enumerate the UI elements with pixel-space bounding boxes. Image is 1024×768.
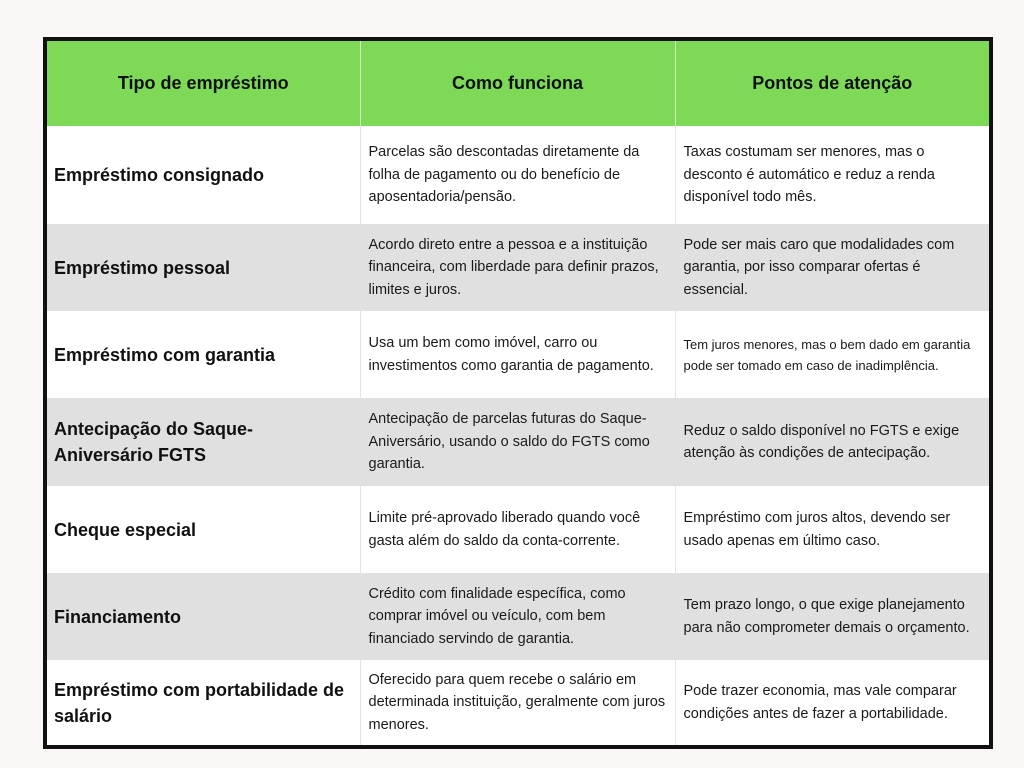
table-row xyxy=(47,224,989,311)
header-attention-points: Pontos de atenção xyxy=(675,41,989,126)
loan-type-cell: Financiamento xyxy=(47,573,360,660)
attention-cell: Taxas costumam ser menores, mas o desconto é automático e reduz a renda disponível todo mês. xyxy=(675,126,989,224)
how-it-works-cell: Crédito com finalidade específica, como comprar imóvel ou veículo, com bem financiado servindo de garantia. xyxy=(360,573,675,660)
loan-table xyxy=(47,41,989,745)
loan-type-cell: Empréstimo pessoal xyxy=(47,224,360,311)
how-it-works-cell: Parcelas são descontadas diretamente da folha de pagamento ou do benefício de aposentadoria/pensão. xyxy=(360,126,675,224)
table-row xyxy=(47,486,989,573)
loan-comparison-table xyxy=(43,37,993,749)
attention-cell: Empréstimo com juros altos, devendo ser usado apenas em último caso. xyxy=(675,486,989,573)
loan-type-cell: Empréstimo consignado xyxy=(47,126,360,224)
table-row xyxy=(47,573,989,660)
how-it-works-cell: Usa um bem como imóvel, carro ou investimentos como garantia de pagamento. xyxy=(360,311,675,398)
how-it-works-cell: Antecipação de parcelas futuras do Saque-Aniversário, usando o saldo do FGTS como garantia. xyxy=(360,398,675,486)
attention-cell: Tem prazo longo, o que exige planejamento para não comprometer demais o orçamento. xyxy=(675,573,989,660)
table-row xyxy=(47,660,989,745)
table-row xyxy=(47,126,989,224)
attention-cell: Tem juros menores, mas o bem dado em garantia pode ser tomado em caso de inadimplência. xyxy=(675,311,989,398)
loan-type-cell: Empréstimo com garantia xyxy=(47,311,360,398)
header-how-it-works: Como funciona xyxy=(360,41,675,126)
loan-type-cell: Antecipação do Saque-Aniversário FGTS xyxy=(47,398,360,486)
table-row xyxy=(47,398,989,486)
how-it-works-cell: Acordo direto entre a pessoa e a instituição financeira, com liberdade para definir prazos, limites e juros. xyxy=(360,224,675,311)
loan-type-cell: Empréstimo com portabilidade de salário xyxy=(47,660,360,745)
attention-cell: Reduz o saldo disponível no FGTS e exige atenção às condições de antecipação. xyxy=(675,398,989,486)
how-it-works-cell: Limite pré-aprovado liberado quando você gasta além do saldo da conta-corrente. xyxy=(360,486,675,573)
loan-type-cell: Cheque especial xyxy=(47,486,360,573)
attention-cell: Pode ser mais caro que modalidades com garantia, por isso comparar ofertas é essencial. xyxy=(675,224,989,311)
table-header-row xyxy=(47,41,989,126)
table-row xyxy=(47,311,989,398)
attention-cell: Pode trazer economia, mas vale comparar condições antes de fazer a portabilidade. xyxy=(675,660,989,745)
how-it-works-cell: Oferecido para quem recebe o salário em determinada instituição, geralmente com juros menores. xyxy=(360,660,675,745)
header-loan-type: Tipo de empréstimo xyxy=(47,41,360,126)
